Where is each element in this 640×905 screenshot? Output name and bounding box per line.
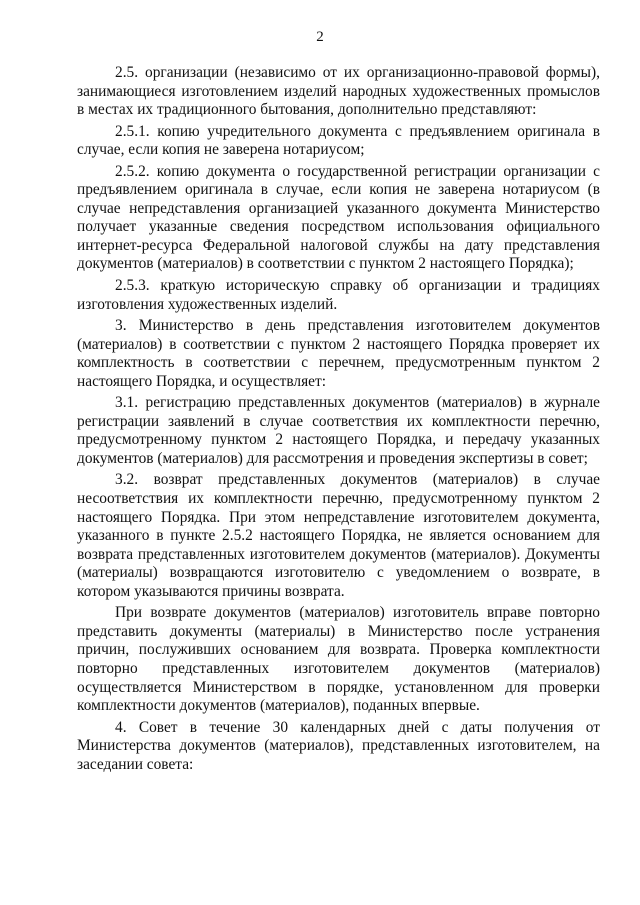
paragraph-2-5-3: 2.5.3. краткую историческую справку об организации и традициях изготовления художественных изделий. bbox=[77, 277, 600, 313]
paragraph-return-note: При возврате документов (материалов) изготовитель вправе повторно представить документы (материалы) в Министерство после устранения причин, послуживших основанием для возврата. Проверка комплектности повторно представленных изготовителем документов (материалов) осуществляется Министерством в порядке, установленном для проверки комплектности документов (материалов), поданных впервые. bbox=[77, 604, 600, 715]
paragraph-3-2: 3.2. возврат представленных документов (материалов) в случае несоответствия их комплектности перечню, предусмотренному пунктом 2 настоящего Порядка. При этом непредставление изготовителем документа, указанного в пункте 2.5.2 настоящего Порядка, не является основанием для возврата представленных изготовителем документов (материалов). Документы (материалы) возвращаются изготовителю с уведомлением о возврате, в котором указываются причины возврата. bbox=[77, 471, 600, 600]
document-body bbox=[77, 64, 600, 777]
paragraph-2-5-2: 2.5.2. копию документа о государственной регистрации организации с предъявлением оригинала в случае, если копия не заверена нотариусом (в случае непредставления организацией указанного документа Министерство получает указанные сведения посредством использования официального интернет-ресурса Федеральной налоговой службы на дату представления документов (материалов) в соответствии с пунктом 2 настоящего Порядка); bbox=[77, 162, 600, 273]
page-number: 2 bbox=[316, 29, 324, 45]
paragraph-4: 4. Совет в течение 30 календарных дней с даты получения от Министерства документов (материалов), представленных изготовителем, на заседании совета: bbox=[77, 718, 600, 773]
paragraph-2-5: 2.5. организации (независимо от их организационно-правовой формы), занимающиеся изготовлением изделий народных художественных промыслов в местах их традиционного бытования, дополнительно представляют: bbox=[77, 64, 600, 119]
paragraph-3: 3. Министерство в день представления изготовителем документов (материалов) в соответствии с пунктом 2 настоящего Порядка проверяет их комплектность в соответствии с перечнем, предусмотренным пунктом 2 настоящего Порядка, и осуществляет: bbox=[77, 317, 600, 390]
paragraph-3-1: 3.1. регистрацию представленных документов (материалов) в журнале регистрации заявлений в случае соответствия их комплектности перечню, предусмотренному пунктом 2 настоящего Порядка, и передачу указанных документов (материалов) для рассмотрения и проведения экспертизы в совет; bbox=[77, 394, 600, 467]
paragraph-2-5-1: 2.5.1. копию учредительного документа с предъявлением оригинала в случае, если копия не заверена нотариусом; bbox=[77, 122, 600, 159]
